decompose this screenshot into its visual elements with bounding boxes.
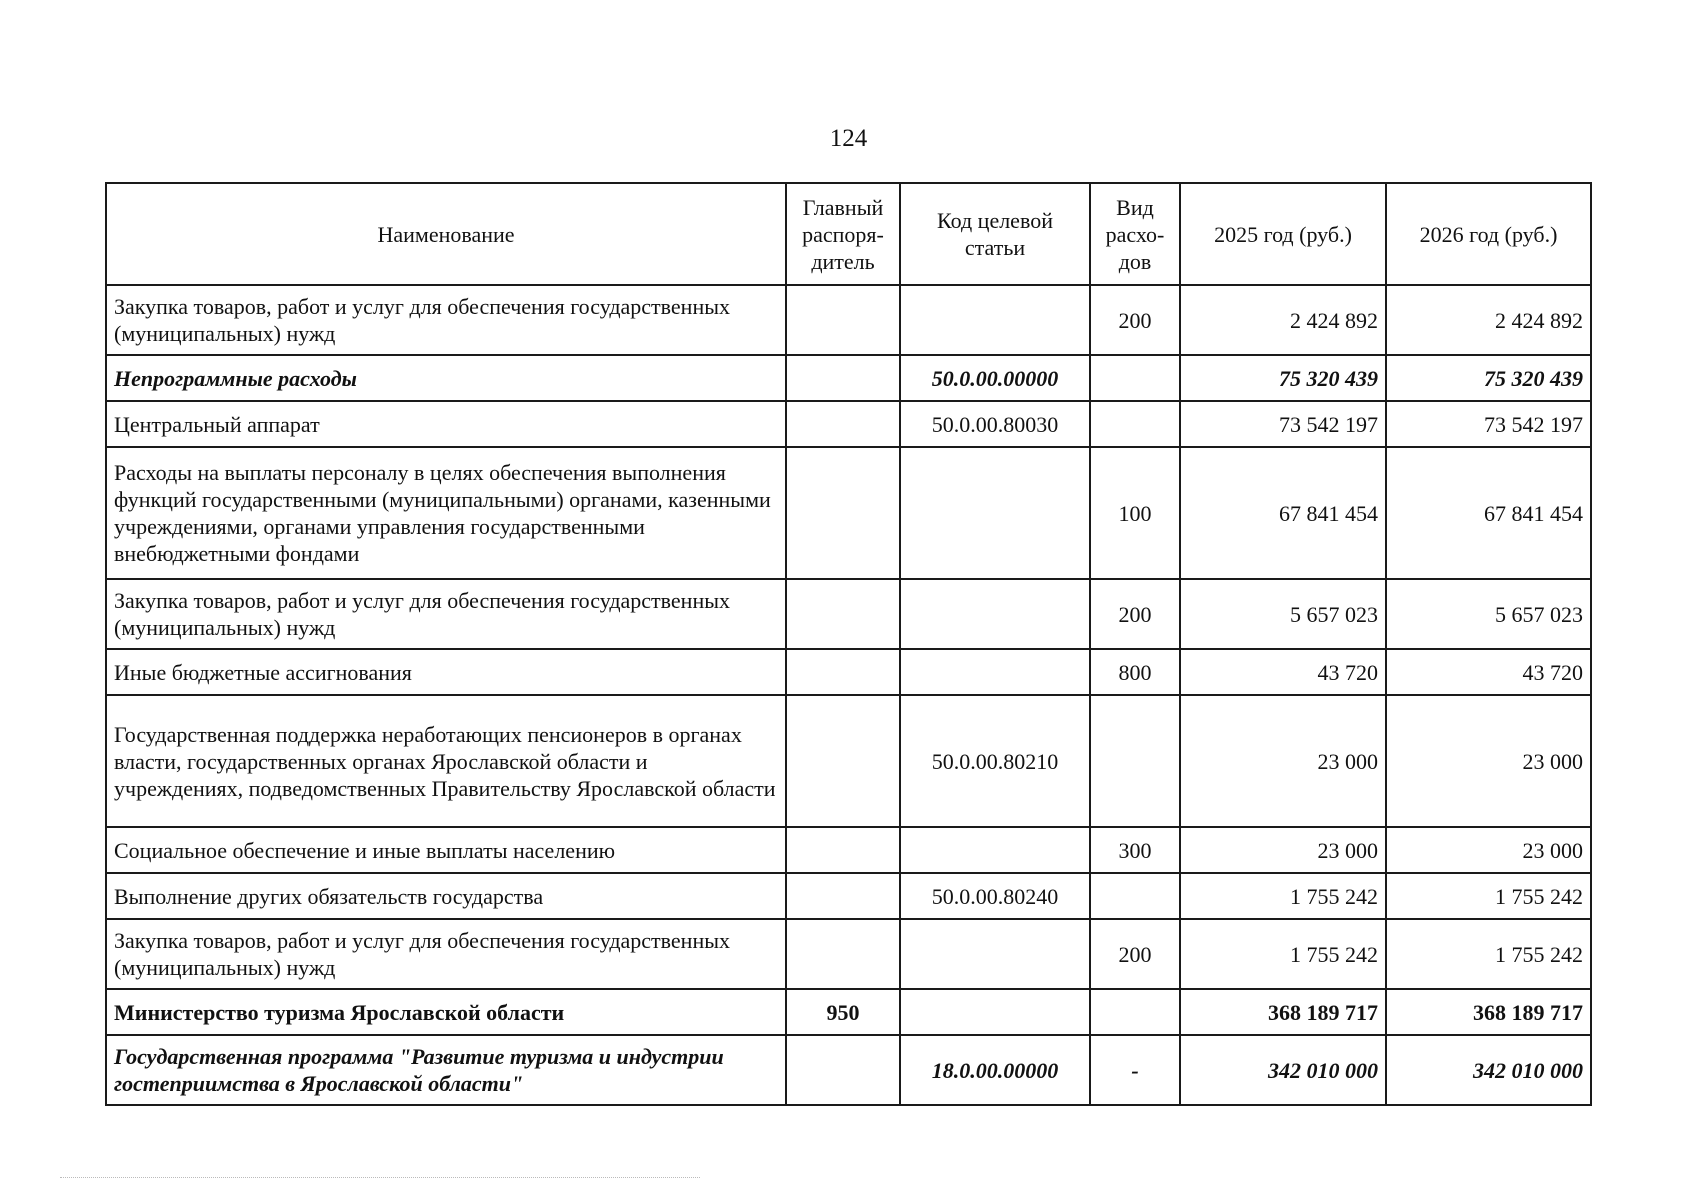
row-admin (786, 695, 900, 827)
row-name: Расходы на выплаты персоналу в целях обеспечения выполнения функций государственными (муниципальными) органами, казенными учреждениями, органами управления государственными внебюджетными фондами (106, 447, 786, 579)
row-2026: 23 000 (1386, 695, 1591, 827)
row-kind (1090, 695, 1180, 827)
row-2025: 1 755 242 (1180, 873, 1386, 919)
row-kind (1090, 873, 1180, 919)
row-code (900, 579, 1090, 649)
row-admin (786, 873, 900, 919)
row-kind: 200 (1090, 919, 1180, 989)
row-name: Непрограммные расходы (106, 355, 786, 401)
row-name: Министерство туризма Ярославской области (106, 989, 786, 1035)
row-kind (1090, 989, 1180, 1035)
row-2026: 2 424 892 (1386, 285, 1591, 355)
row-code (900, 649, 1090, 695)
row-name: Закупка товаров, работ и услуг для обеспечения государственных (муниципальных) нужд (106, 579, 786, 649)
row-name: Выполнение других обязательств государства (106, 873, 786, 919)
row-name: Государственная поддержка неработающих пенсионеров в органах власти, государственных органах Ярославской области и учреждениях, подведомственных Правительству Ярославской области (106, 695, 786, 827)
table-row (106, 695, 1591, 827)
row-2026: 368 189 717 (1386, 989, 1591, 1035)
row-code (900, 285, 1090, 355)
table-row (106, 401, 1591, 447)
header-kind: Вид расхо-дов (1090, 183, 1180, 285)
table-row (106, 1035, 1591, 1105)
row-2026: 5 657 023 (1386, 579, 1591, 649)
table-row (106, 649, 1591, 695)
row-admin (786, 355, 900, 401)
row-kind: 200 (1090, 579, 1180, 649)
header-2025: 2025 год (руб.) (1180, 183, 1386, 285)
row-2025: 1 755 242 (1180, 919, 1386, 989)
row-admin (786, 827, 900, 873)
row-2025: 5 657 023 (1180, 579, 1386, 649)
row-kind: - (1090, 1035, 1180, 1105)
row-2025: 43 720 (1180, 649, 1386, 695)
row-code: 50.0.00.80240 (900, 873, 1090, 919)
row-admin (786, 1035, 900, 1105)
row-code: 50.0.00.80210 (900, 695, 1090, 827)
row-kind: 100 (1090, 447, 1180, 579)
row-name: Социальное обеспечение и иные выплаты населению (106, 827, 786, 873)
row-admin (786, 919, 900, 989)
row-admin: 950 (786, 989, 900, 1035)
row-admin (786, 579, 900, 649)
row-code (900, 919, 1090, 989)
table-row (106, 285, 1591, 355)
row-2026: 73 542 197 (1386, 401, 1591, 447)
row-2025: 23 000 (1180, 827, 1386, 873)
row-kind: 800 (1090, 649, 1180, 695)
table-row (106, 873, 1591, 919)
page-number: 124 (829, 125, 868, 152)
header-code: Код целевой статьи (900, 183, 1090, 285)
row-2026: 67 841 454 (1386, 447, 1591, 579)
row-2026: 75 320 439 (1386, 355, 1591, 401)
row-name: Иные бюджетные ассигнования (106, 649, 786, 695)
table-row (106, 355, 1591, 401)
table-row (106, 919, 1591, 989)
table-row (106, 989, 1591, 1035)
row-code (900, 447, 1090, 579)
table-row (106, 827, 1591, 873)
row-kind: 300 (1090, 827, 1180, 873)
row-2025: 73 542 197 (1180, 401, 1386, 447)
row-admin (786, 401, 900, 447)
row-name: Закупка товаров, работ и услуг для обеспечения государственных (муниципальных) нужд (106, 919, 786, 989)
row-kind (1090, 355, 1180, 401)
row-code (900, 827, 1090, 873)
row-code: 18.0.00.00000 (900, 1035, 1090, 1105)
row-2025: 2 424 892 (1180, 285, 1386, 355)
row-name: Центральный аппарат (106, 401, 786, 447)
row-2025: 67 841 454 (1180, 447, 1386, 579)
row-2026: 43 720 (1386, 649, 1591, 695)
table-row (106, 579, 1591, 649)
row-2026: 1 755 242 (1386, 919, 1591, 989)
row-2025: 342 010 000 (1180, 1035, 1386, 1105)
row-2025: 368 189 717 (1180, 989, 1386, 1035)
header-name: Наименование (106, 183, 786, 285)
row-code: 50.0.00.80030 (900, 401, 1090, 447)
table-header-row (106, 183, 1591, 285)
budget-table (105, 182, 1592, 1106)
row-admin (786, 649, 900, 695)
row-name: Закупка товаров, работ и услуг для обеспечения государственных (муниципальных) нужд (106, 285, 786, 355)
table-row (106, 447, 1591, 579)
row-admin (786, 285, 900, 355)
row-2026: 23 000 (1386, 827, 1591, 873)
header-admin: Главный распоря-дитель (786, 183, 900, 285)
row-admin (786, 447, 900, 579)
row-2025: 23 000 (1180, 695, 1386, 827)
row-code (900, 989, 1090, 1035)
row-kind: 200 (1090, 285, 1180, 355)
row-2025: 75 320 439 (1180, 355, 1386, 401)
row-kind (1090, 401, 1180, 447)
footer-divider (60, 1177, 700, 1178)
row-2026: 342 010 000 (1386, 1035, 1591, 1105)
row-code: 50.0.00.00000 (900, 355, 1090, 401)
header-2026: 2026 год (руб.) (1386, 183, 1591, 285)
row-2026: 1 755 242 (1386, 873, 1591, 919)
row-name: Государственная программа "Развитие туризма и индустрии гостеприимства в Ярославской области" (106, 1035, 786, 1105)
